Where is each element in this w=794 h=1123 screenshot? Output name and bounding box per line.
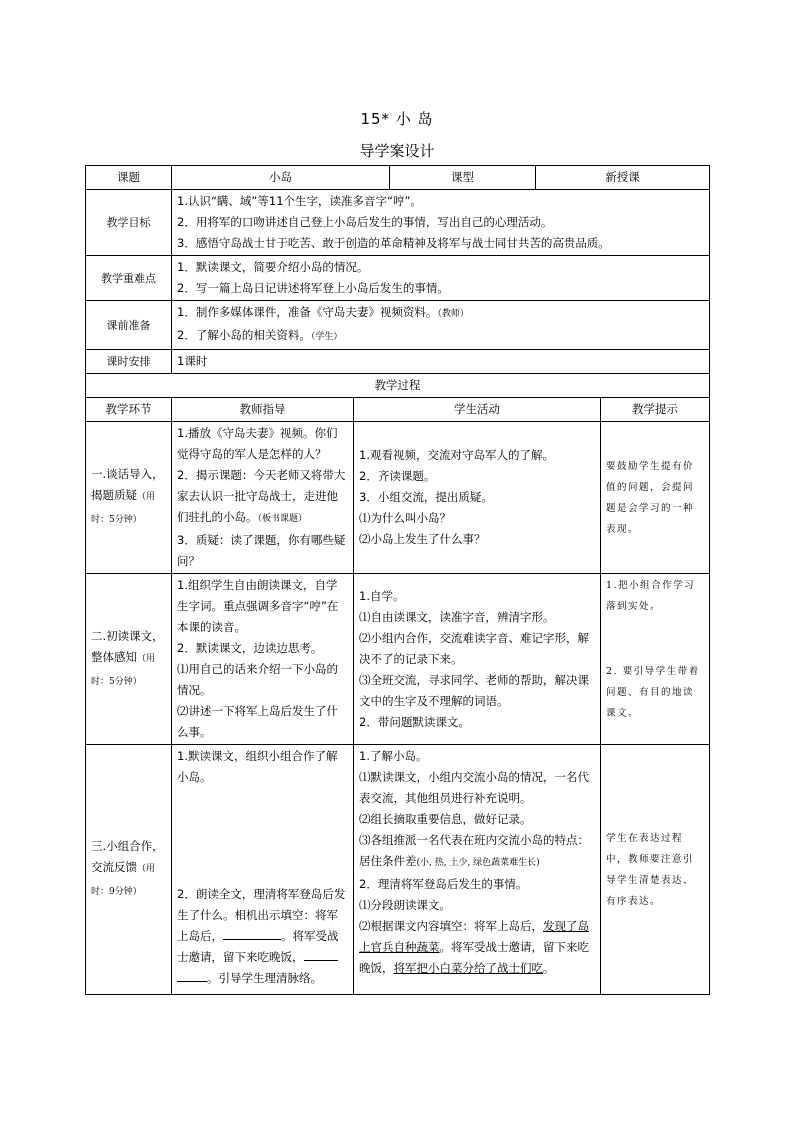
table-row: [86, 256, 710, 301]
page-subtitle: 导学案设计: [359, 142, 435, 160]
teacher-guide: 1.默读课文，组织小组合作了解小岛。 2．朗读全文，理清将军登岛后发生了什么。相机出示填空：将军上岛后， 。将军受战士邀请，留下来吃晚饭， 。引导学生理清脉络。: [172, 745, 354, 995]
goals-cell: [172, 190, 710, 256]
teacher-guide: 1.组织学生自由朗读课文，自学生字词。重点强调多音字“哼”在本课的读音。 2．默读课文，边读边思考。 ⑴用自己的话来介绍一下小岛的情况。 ⑵讲述一下将军上岛后发生了什么事。: [172, 574, 354, 745]
time-label: 课时安排: [86, 350, 172, 374]
goal-item: 2．用将军的口吻讲述自己登上小岛后发生的事情，写出自己的心理活动。: [177, 215, 553, 229]
prep-item: 2．了解小岛的相关资料。（学生）: [177, 328, 343, 342]
topic-label: 课题: [86, 166, 172, 190]
table-row: [86, 301, 710, 350]
stage-name: 三.小组合作，交流反馈（用时：9分钟）: [86, 745, 172, 995]
fill-blank: [177, 969, 207, 982]
goal-item: 1.认识“瞒、域”等11个生字，读准多音字“哼”。: [177, 194, 422, 208]
teaching-tip: 1.把小组合作学习落到实处。 2. 要引导学生带着问题、有目的地读课文。: [601, 574, 710, 745]
table-header-row: [86, 398, 710, 422]
lesson-title: 15* 小 岛: [360, 110, 434, 128]
table-row: [86, 422, 710, 574]
column-header: 教师指导: [172, 398, 354, 422]
key-cell: [172, 256, 710, 301]
teaching-tip: 学生在表达过程中，教师要注意引导学生清楚表达、有序表达。: [601, 745, 710, 995]
lesson-plan-table: [85, 165, 710, 995]
key-item: 2．写一篇上岛日记讲述将军登上小岛后发生的事情。: [177, 281, 449, 295]
fill-blank: [223, 927, 281, 940]
key-label: 教学重难点: [86, 256, 172, 301]
student-activity: 1.观看视频，交流对守岛军人的了解。 2．齐读课题。 3．小组交流，提出质疑。 ⑴为什么叫小岛？ ⑵小岛上发生了什么事？: [354, 422, 601, 574]
teacher-guide: 1.播放《守岛夫妻》视频。你们觉得守岛的军人是怎样的人？ 2．揭示课题：今天老师又将带大家去认识一批守岛战士，走进他们驻扎的小岛。（板书课题） 3．质疑：读了课题，你有哪些疑问？: [172, 422, 354, 574]
type-value: 新授课: [536, 166, 710, 190]
fill-blank: [304, 948, 338, 961]
key-item: 1．默读课文，简要介绍小岛的情况。: [177, 260, 369, 274]
column-header: 教学环节: [86, 398, 172, 422]
stage-name: 二.初读课文，整体感知（用时：5分钟）: [86, 574, 172, 745]
goal-item: 3．感悟守岛战士甘于吃苦、敢于创造的革命精神及将军与战士同甘共苦的高贵品质。: [177, 236, 610, 250]
column-header: 教学提示: [601, 398, 710, 422]
time-value: 1课时: [172, 350, 710, 374]
prep-item: 1．制作多媒体课件，准备《守岛夫妻》视频资料。（教师）: [177, 305, 469, 319]
table-row: [86, 574, 710, 745]
prep-label: 课前准备: [86, 301, 172, 350]
type-label: 课型: [390, 166, 536, 190]
topic-value: 小岛: [172, 166, 390, 190]
student-activity: 1.自学。 ⑴自由读课文，读准字音，辨清字形。 ⑵小组内合作，交流难读字音、难记字形，解决不了的记录下来。 ⑶全班交流，寻求同学、老师的帮助，解决课文中的生字及不理解的词语。 2．带问题默读课文。: [354, 574, 601, 745]
teaching-tip: 要鼓励学生提有价值的问题，会提问题是会学习的一种表现。: [601, 422, 710, 574]
student-activity: 1.了解小岛。 ⑴默读课文，小组内交流小岛的情况，一名代表交流，其他组员进行补充说明。 ⑵组长摘取重要信息，做好记录。 ⑶各组推派一名代表在班内交流小岛的特点：居住条件差(小, 热, 土少, 绿色蔬菜难生长) 2．理清将军登岛后发生的事情。 ⑴分段朗读课文。 ⑵根据课文内容填空：将军上岛后，发现了岛上官兵自种蔬菜。将军受战士邀请，留下来吃晚饭，将军把小白菜分给了战士们吃。: [354, 745, 601, 995]
column-header: 学生活动: [354, 398, 601, 422]
table-row: [86, 166, 710, 190]
prep-cell: [172, 301, 710, 350]
process-title: 教学过程: [86, 374, 710, 398]
table-row: [86, 745, 710, 995]
stage-name: 一.谈话导入，揭题质疑（用时：5分钟）: [86, 422, 172, 574]
goals-label: 教学目标: [86, 190, 172, 256]
table-row: [86, 190, 710, 256]
table-row: [86, 350, 710, 374]
table-row: [86, 374, 710, 398]
